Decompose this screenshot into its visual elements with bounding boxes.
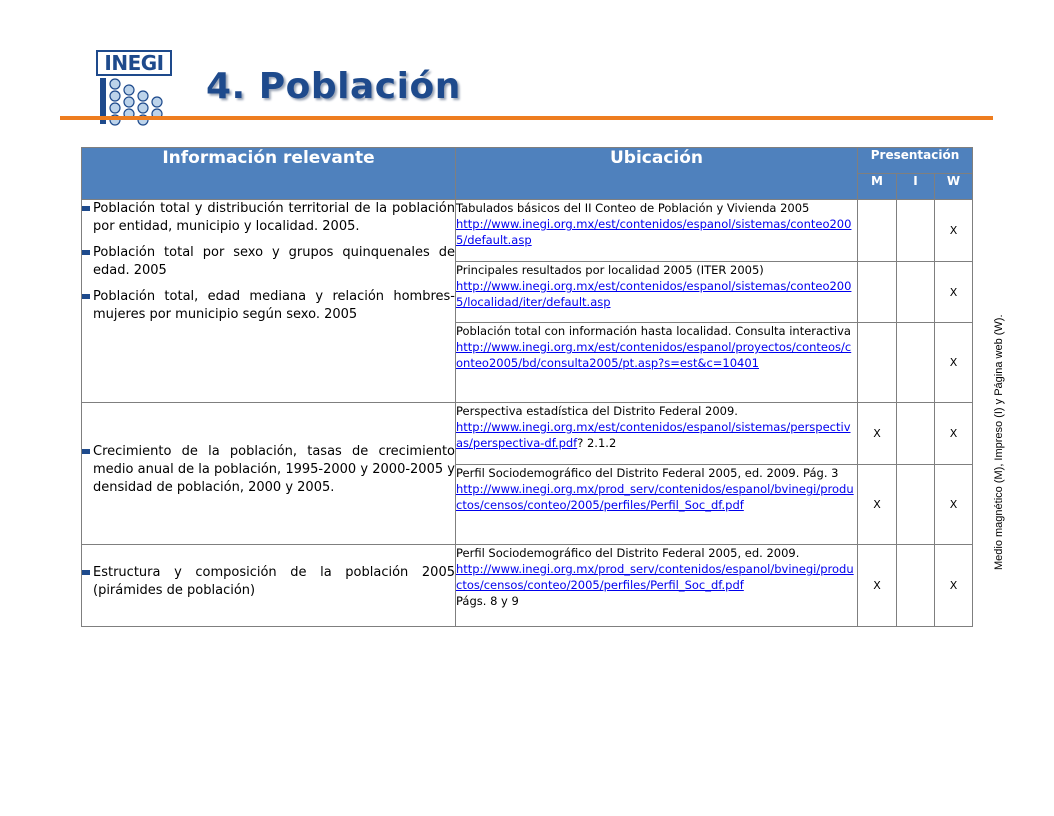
bullet-icon (82, 206, 90, 211)
info-cell-group-2 (82, 403, 456, 545)
list-item: Población total, edad mediana y relación hombres-mujeres por municipio según sexo. 2005 (82, 288, 455, 324)
mark-w: X (935, 262, 973, 323)
bullet-icon (82, 570, 90, 575)
col-header-location: Ubicación (456, 148, 858, 200)
bullet-icon (82, 449, 90, 454)
mark-i (897, 465, 935, 545)
presentation-legend: Medio magnético (M), Impreso (I) y Página web (W). (993, 314, 1005, 570)
mark-m: X (858, 465, 897, 545)
mark-m: X (858, 403, 897, 465)
location-cell: Población total con información hasta localidad. Consulta interactiva http://www.inegi.org.mx/est/contenidos/espanol/proyectos/conteos/conteo2005/bd/consulta2005/pt.asp?s=est&c=10401 (456, 323, 858, 403)
mark-m (858, 200, 897, 262)
logo-dots-icon (98, 76, 170, 128)
source-link[interactable]: http://www.inegi.org.mx/prod_serv/contenidos/espanol/bvinegi/productos/censos/conteo/2005/perfiles/Perfil_Soc_df.pdf (456, 562, 854, 592)
page-title: 4. Población (206, 66, 461, 107)
mark-m (858, 323, 897, 403)
col-header-presentation: Presentación (858, 148, 973, 174)
location-cell: Principales resultados por localidad 2005 (ITER 2005) http://www.inegi.org.mx/est/contenidos/espanol/sistemas/conteo2005/localidad/iter/default.asp (456, 262, 858, 323)
mark-i (897, 262, 935, 323)
source-link[interactable]: http://www.inegi.org.mx/est/contenidos/espanol/sistemas/conteo2005/localidad/iter/default.asp (456, 279, 852, 309)
mark-m: X (858, 545, 897, 627)
mark-w: X (935, 200, 973, 262)
list-item: Estructura y composición de la población 2005 (pirámides de población) (82, 564, 455, 600)
mark-i (897, 200, 935, 262)
col-header-w: W (935, 174, 973, 200)
logo-wordmark: INEGI (96, 50, 172, 76)
location-cell: Tabulados básicos del II Conteo de Población y Vivienda 2005 http://www.inegi.org.mx/est/contenidos/espanol/sistemas/conteo2005/default.asp (456, 200, 858, 262)
col-header-info: Información relevante (82, 148, 456, 200)
mark-w: X (935, 465, 973, 545)
population-table (81, 147, 973, 627)
mark-i (897, 545, 935, 627)
location-cell: Perspectiva estadística del Distrito Federal 2009. http://www.inegi.org.mx/est/contenidos/espanol/sistemas/perspectivas/perspectiva-df.pdf? 2.1.2 (456, 403, 858, 465)
source-link[interactable]: http://www.inegi.org.mx/est/contenidos/espanol/proyectos/conteos/conteo2005/bd/consulta2005/pt.asp?s=est&c=10401 (456, 340, 852, 370)
mark-w: X (935, 323, 973, 403)
mark-w: X (935, 545, 973, 627)
mark-i (897, 323, 935, 403)
mark-m (858, 262, 897, 323)
mark-w: X (935, 403, 973, 465)
source-link[interactable]: http://www.inegi.org.mx/prod_serv/contenidos/espanol/bvinegi/productos/censos/conteo/2005/perfiles/Perfil_Soc_df.pdf (456, 482, 854, 512)
list-item: Crecimiento de la población, tasas de crecimiento medio anual de la población, 1995-2000 y 2000-2005 y densidad de población, 2000 y 2005. (82, 443, 455, 497)
col-header-m: M (858, 174, 897, 200)
col-header-i: I (897, 174, 935, 200)
title-underline (60, 116, 993, 120)
info-cell-group-3 (82, 545, 456, 627)
source-link[interactable]: http://www.inegi.org.mx/est/contenidos/espanol/sistemas/conteo2005/default.asp (456, 217, 852, 247)
source-link[interactable]: http://www.inegi.org.mx/est/contenidos/espanol/sistemas/perspectivas/perspectiva-df.pdf (456, 420, 851, 450)
bullet-icon (82, 294, 90, 299)
location-cell: Perfil Sociodemográfico del Distrito Federal 2005, ed. 2009. http://www.inegi.org.mx/prod_serv/contenidos/espanol/bvinegi/productos/censos/conteo/2005/perfiles/Perfil_Soc_df.pdf Págs. 8 y 9 (456, 545, 858, 627)
mark-i (897, 403, 935, 465)
list-item: Población total por sexo y grupos quinquenales de edad. 2005 (82, 244, 455, 280)
bullet-icon (82, 250, 90, 255)
list-item: Población total y distribución territorial de la población por entidad, municipio y localidad. 2005. (82, 200, 455, 236)
location-cell: Perfil Sociodemográfico del Distrito Federal 2005, ed. 2009. Pág. 3 http://www.inegi.org.mx/prod_serv/contenidos/espanol/bvinegi/productos/censos/conteo/2005/perfiles/Perfil_Soc_df.pdf (456, 465, 858, 545)
info-cell-group-1 (82, 200, 456, 403)
